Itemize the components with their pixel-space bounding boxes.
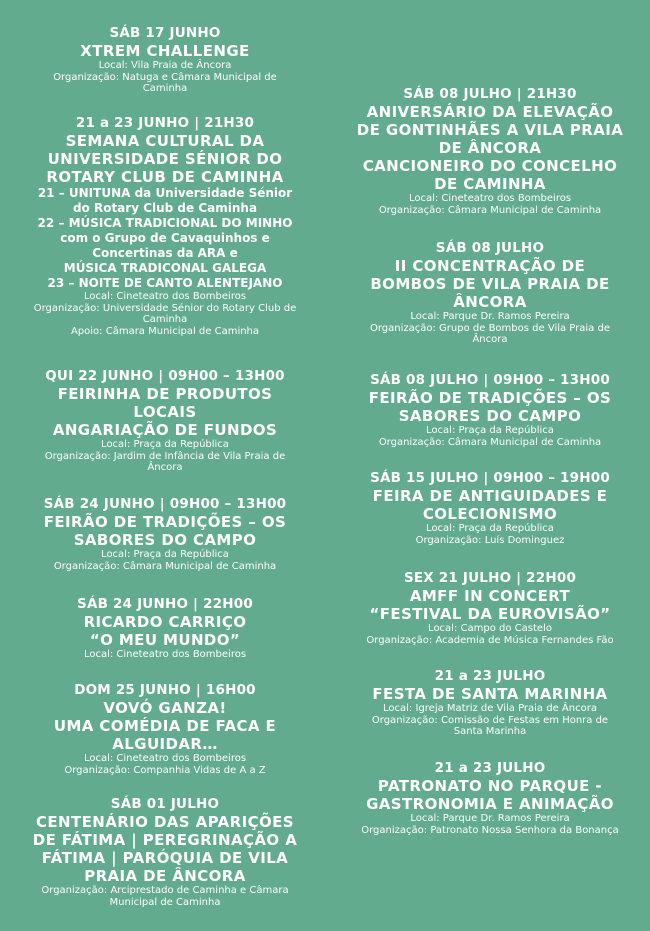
event-details <box>5 60 325 95</box>
event-title-line: ALGUIDAR… <box>112 735 218 753</box>
event-block <box>5 596 325 661</box>
event-date: SÁB 08 JULHO | 09H00 – 13H00 <box>370 372 610 388</box>
event-detail-line: Apoio: Câmara Municipal de Caminha <box>70 325 260 337</box>
event-date: SÁB 24 JUNHO | 22H00 <box>77 596 253 612</box>
event-details <box>5 753 325 776</box>
event-detail-line: Organização: Comissão de Festas em Honra de <box>371 714 609 726</box>
event-detail-line: Local: Vila Praia de Âncora <box>98 60 232 71</box>
event-program-line: com o Grupo de Cavaquinhos e <box>60 231 270 245</box>
event-title-line: CENTENÁRIO DAS APARIÇÕES <box>35 813 294 831</box>
event-date: 21 a 23 JULHO <box>434 668 546 684</box>
event-details <box>5 649 325 661</box>
event-date: DOM 25 JUNHO | 16H00 <box>74 682 256 698</box>
event-date: SEX 21 JULHO | 22H00 <box>403 570 577 586</box>
event-details <box>330 193 650 216</box>
event-title <box>5 513 325 549</box>
event-title-line: “FESTIVAL DA EUROVISÃO” <box>369 605 611 623</box>
event-title-line: II CONCENTRAÇÃO DE <box>394 257 586 275</box>
event-title <box>5 385 325 439</box>
event-detail-line: Local: Praça da República <box>101 439 229 450</box>
event-program-line: Concertinas da ARA e <box>92 246 238 260</box>
event-date: SÁB 17 JUNHO <box>109 25 221 41</box>
event-block <box>330 240 650 346</box>
event-details <box>330 425 650 448</box>
event-title <box>5 699 325 753</box>
event-title-line: UMA COMÉDIA DE FACA E <box>53 717 277 735</box>
event-title <box>330 389 650 425</box>
event-details <box>330 311 650 346</box>
event-detail-line: Local: Praça da República <box>426 523 554 534</box>
event-title-line: DE GONTINHÃES A VILA PRAIA <box>356 121 624 139</box>
event-details <box>5 291 325 337</box>
event-details <box>330 813 650 836</box>
event-date: SÁB 08 JULHO | 21H30 <box>403 86 577 102</box>
event-title-line: UNIVERSIDADE SÉNIOR DO <box>47 150 283 168</box>
event-details <box>330 623 650 646</box>
event-block <box>5 368 325 474</box>
event-date: SÁB 08 JULHO <box>435 240 545 256</box>
event-details <box>5 439 325 474</box>
event-title <box>330 103 650 193</box>
event-title-line: CANCIONEIRO DO CONCELHO <box>362 157 618 175</box>
event-title-line: ROTARY CLUB DE CAMINHA <box>46 168 284 186</box>
event-date: SÁB 24 JUNHO | 09H00 – 13H00 <box>43 496 287 512</box>
event-title-line: DE FÁTIMA | PEREGRINAÇÃO A <box>32 831 298 849</box>
event-title-line: FEIRÃO DE TRADIÇÕES – OS <box>368 389 612 407</box>
event-title-line: ANIVERSÁRIO DA ELEVAÇÃO <box>366 103 614 121</box>
event-block <box>330 86 650 216</box>
event-title-line: FEIRA DE ANTIGUIDADES E <box>372 487 608 505</box>
event-detail-line: Local: Cineteatro dos Bombeiros <box>83 753 247 764</box>
event-detail-line: Municipal de Caminha <box>109 896 221 908</box>
event-detail-line: Âncora <box>472 334 508 345</box>
event-date: SÁB 01 JULHO <box>110 796 220 812</box>
event-title-line: SABORES DO CAMPO <box>398 407 582 425</box>
event-title-line: BOMBOS DE VILA PRAIA DE <box>370 275 610 293</box>
event-details <box>5 885 325 908</box>
event-title-line: FEIRINHA DE PRODUTOS <box>57 385 273 403</box>
event-detail-line: Caminha <box>142 314 188 325</box>
event-title-line: LOCAIS <box>133 403 197 421</box>
event-title-line: GASTRONOMIA E ANIMAÇÃO <box>366 795 614 813</box>
event-block <box>330 668 650 738</box>
event-block <box>5 496 325 572</box>
event-title-line: DE ÂNCORA <box>438 139 542 157</box>
event-detail-line: Local: Parque Dr. Ramos Pereira <box>410 311 570 322</box>
event-block <box>5 25 325 95</box>
event-title <box>330 685 650 703</box>
event-detail-line: Organização: Grupo de Bombos de Vila Praia de <box>369 322 610 334</box>
event-program-line: 21 – UNITUNA da Universidade Sénior <box>37 186 293 200</box>
event-detail-line: Organização: Câmara Municipal de Caminha <box>53 560 277 572</box>
event-title-line: SABORES DO CAMPO <box>73 531 257 549</box>
event-date: SÁB 15 JULHO | 09H00 – 19H00 <box>370 470 610 486</box>
event-detail-line: Local: Praça da República <box>101 549 229 560</box>
event-program-line: 23 – NOITE DE CANTO ALENTEJANO <box>47 276 283 290</box>
event-title-line: VOVÓ GANZA! <box>103 699 227 717</box>
event-title-line: PATRONATO NO PARQUE - <box>377 777 603 795</box>
event-program-line: 22 – MÚSICA TRADICIONAL DO MINHO <box>37 216 293 230</box>
event-title-line: COLECIONISMO <box>422 505 558 523</box>
event-program-line: MÚSICA TRADICONAL GALEGA <box>63 261 267 275</box>
event-detail-line: Organização: Academia de Música Fernandes Fão <box>366 634 614 646</box>
event-title-line: FEIRÃO DE TRADIÇÕES – OS <box>43 513 287 531</box>
event-detail-line: Organização: Câmara Municipal de Caminha <box>378 204 602 216</box>
event-block <box>330 470 650 546</box>
event-date: 21 a 23 JUNHO | 21H30 <box>75 115 255 131</box>
event-title-line: SEMANA CULTURAL DA <box>65 132 265 150</box>
event-title-line: XTREM CHALLENGE <box>80 42 250 60</box>
event-detail-line: Organização: Universidade Sénior do Rotary Club de <box>33 302 297 314</box>
event-detail-line: Organização: Jardim de Infância de Vila Praia de <box>44 450 286 462</box>
event-detail-line: Organização: Companhia Vidas de A a Z <box>64 764 266 776</box>
event-title <box>330 777 650 813</box>
event-block <box>330 372 650 448</box>
event-program-line: do Rotary Club de Caminha <box>72 201 258 215</box>
event-detail-line: Organização: Natuga e Câmara Municipal de <box>53 71 277 83</box>
event-detail-line: Caminha <box>142 83 188 94</box>
event-detail-line: Local: Igreja Matriz de Vila Praia de Âncora <box>383 703 597 714</box>
event-date: QUI 22 JUNHO | 09H00 – 13H00 <box>45 368 285 384</box>
event-detail-line: Santa Marinha <box>453 726 527 737</box>
event-block <box>330 760 650 836</box>
event-title <box>5 42 325 60</box>
event-block <box>5 682 325 776</box>
event-detail-line: Âncora <box>147 462 183 473</box>
event-detail-line: Local: Cineteatro dos Bombeiros <box>408 193 572 204</box>
event-detail-line: Local: Cineteatro dos Bombeiros <box>83 649 247 660</box>
event-title-line: ÂNCORA <box>453 293 527 311</box>
event-detail-line: Local: Parque Dr. Ramos Pereira <box>410 813 570 824</box>
event-details <box>5 549 325 572</box>
event-title-line: FÁTIMA | PARÓQUIA DE VILA <box>41 849 289 867</box>
event-title-line: AMFF IN CONCERT <box>409 587 571 605</box>
event-program <box>5 186 325 291</box>
event-title-line: RICARDO CARRIÇO <box>83 613 247 631</box>
event-title <box>330 487 650 523</box>
event-date: 21 a 23 JULHO <box>434 760 546 776</box>
event-title-line: ANGARIAÇÃO DE FUNDOS <box>52 421 278 439</box>
event-detail-line: Organização: Arciprestado de Caminha e Câmara <box>41 885 289 896</box>
event-block <box>330 570 650 646</box>
event-title <box>5 132 325 186</box>
event-detail-line: Organização: Patronato Nossa Senhora da Bonança <box>361 824 619 836</box>
event-title <box>5 613 325 649</box>
event-title-line: “O MEU MUNDO” <box>89 631 241 649</box>
event-title <box>330 587 650 623</box>
event-block <box>5 115 325 337</box>
event-detail-line: Local: Campo do Castelo <box>428 623 552 634</box>
event-title <box>330 257 650 311</box>
event-title <box>5 813 325 885</box>
event-detail-line: Local: Praça da República <box>426 425 554 436</box>
event-block <box>5 796 325 908</box>
event-title-line: FESTA DE SANTA MARINHA <box>372 685 608 703</box>
event-title-line: DE CAMINHA <box>434 175 546 193</box>
event-detail-line: Organização: Luís Dominguez <box>415 534 565 546</box>
event-details <box>330 523 650 546</box>
event-title-line: PRAIA DE ÂNCORA <box>84 867 246 885</box>
event-detail-line: Organização: Câmara Municipal de Caminha <box>378 436 602 448</box>
event-details <box>330 703 650 738</box>
event-detail-line: Local: Cineteatro dos Bombeiros <box>83 291 247 302</box>
